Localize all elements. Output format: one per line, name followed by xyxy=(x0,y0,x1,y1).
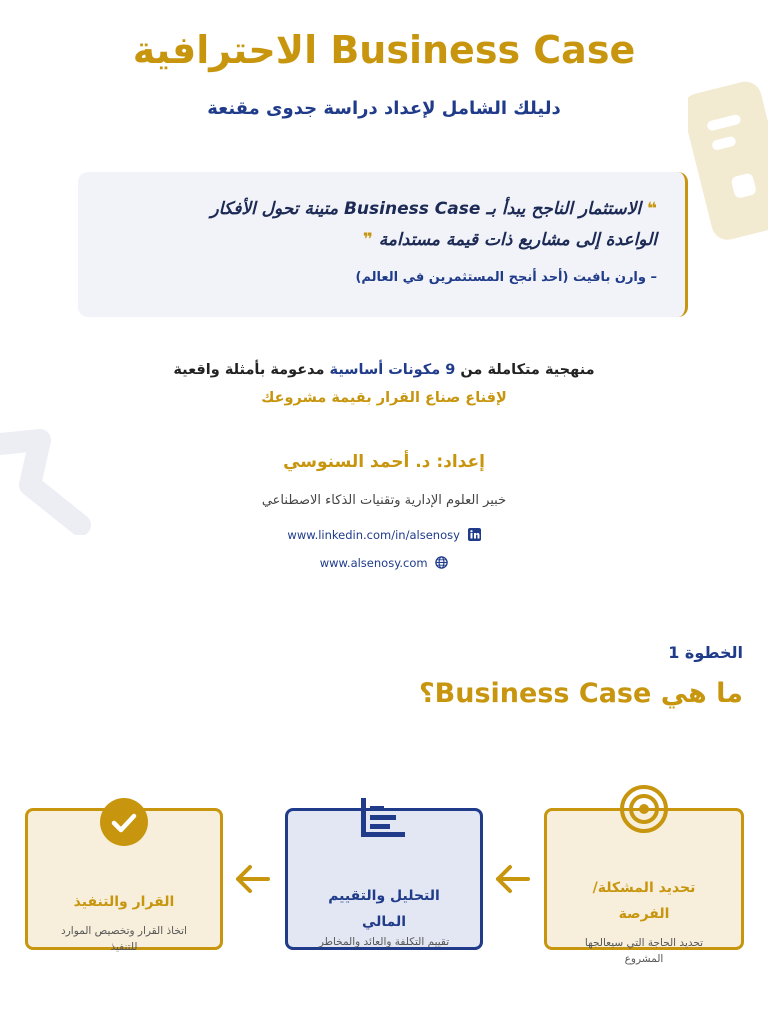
flow-card-title: التحليل والتقييم المالي xyxy=(328,888,440,930)
website-row xyxy=(0,556,768,570)
intro-line-2: لإقناع صناع القرار بقيمة مشروعك xyxy=(261,390,507,406)
intro-number: 9 xyxy=(445,362,456,378)
intro-line-1 xyxy=(0,356,768,384)
website-link[interactable]: www.alsenosy.com xyxy=(319,556,428,570)
intro-suffix: مدعومة بأمثلة واقعية xyxy=(173,362,330,378)
author-role: خبير العلوم الإدارية وتقنيات الذكاء الاصطناعي xyxy=(261,493,507,508)
step-title: ما هي Business Case؟ xyxy=(419,678,743,709)
flow-card-desc: تحديد الحاجة التي سيعالجها المشروع xyxy=(584,937,704,965)
page-subtitle: دليلك الشامل لإعداد دراسة جدوى مقنعة xyxy=(207,98,561,119)
flow-card-title: تحديد المشكلة/ الفرصة xyxy=(592,880,696,922)
linkedin-row xyxy=(0,528,768,542)
chart-list-icon xyxy=(357,796,409,840)
step-label: الخطوة 1 xyxy=(668,643,743,662)
intro-text xyxy=(0,356,768,412)
arrow-left-icon xyxy=(494,862,532,896)
flow-card-desc: اتخاذ القرار وتخصيص الموارد للتنفيذ xyxy=(61,925,187,953)
arrow-left-icon xyxy=(234,862,272,896)
flow-card-title: القرار والتنفيذ xyxy=(73,894,175,910)
target-icon xyxy=(619,784,669,834)
quote-author: – وارن بافيت (أحد أنجح المستثمرين في العالم) xyxy=(355,270,657,285)
linkedin-link[interactable]: www.linkedin.com/in/alsenosy xyxy=(287,528,460,542)
quote-box xyxy=(78,172,688,317)
quote-text xyxy=(106,194,657,256)
intro-prefix: منهجية متكاملة من xyxy=(455,362,595,378)
check-circle-icon xyxy=(100,798,148,846)
globe-icon xyxy=(435,556,448,569)
linkedin-icon xyxy=(468,528,481,541)
intro-highlight: مكونات أساسية xyxy=(329,362,446,378)
author-name: إعداد: د. أحمد السنوسي xyxy=(283,452,485,472)
flow-card-desc: تقييم التكلفة والعائد والمخاطر xyxy=(318,936,450,948)
page-title: Business Case الاحترافية xyxy=(132,28,636,72)
quote-line-1: الاستثمار الناجح يبدأ بـ Business Case متينة تحول الأفكار xyxy=(210,199,642,219)
quote-line-2: الواعدة إلى مشاريع ذات قيمة مستدامة xyxy=(378,230,657,250)
quote-open-mark: ❝ xyxy=(647,199,657,219)
quote-close-mark: ❞ xyxy=(362,230,373,250)
